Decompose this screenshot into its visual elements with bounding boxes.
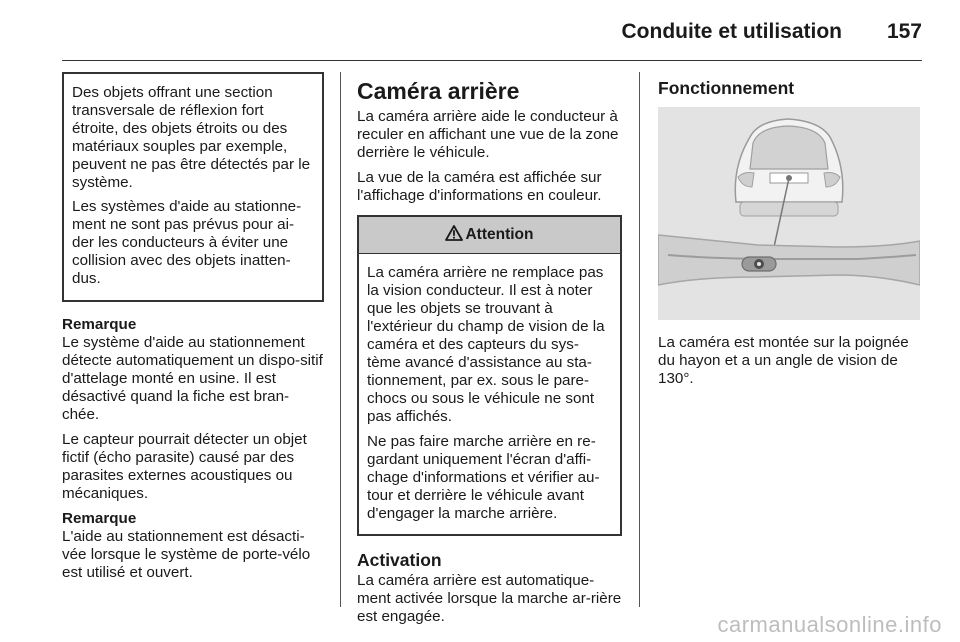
- subsection-title: Activation: [357, 550, 442, 570]
- page-header: [0, 0, 960, 62]
- remark-label: Remarque: [62, 316, 137, 333]
- caption-block: [658, 334, 923, 395]
- remark-text: Le système d'aide au stationnement détecte automatiquement un dispo-sitif d'attelage monté en usine. Il est désactivé quand la fiche est bran-chée.: [62, 334, 323, 423]
- note-paragraph: Les systèmes d'aide au stationne-ment ne sont pas prévus pour ai-der les conducteurs à éviter une collision avec des objets inatten-dus.: [72, 198, 302, 287]
- right-column: [658, 78, 923, 100]
- middle-column: [357, 66, 622, 633]
- warning-title: Attention: [465, 226, 534, 243]
- note-box: [62, 72, 324, 302]
- body-paragraph: Le capteur pourrait détecter un objet fictif (écho parasite) causé par des parasites externes acoustiques ou mécaniques.: [62, 431, 307, 502]
- warning-header: [359, 217, 620, 254]
- warning-triangle-icon: [445, 225, 463, 246]
- subsection-title: Fonctionnement: [658, 78, 795, 98]
- page-number: 157: [886, 20, 922, 43]
- figure-caption: La caméra est montée sur la poignée du hayon et a un angle de vision de 130°.: [658, 334, 909, 387]
- chapter-title: Conduite et utilisation: [621, 20, 842, 43]
- body-paragraph: La caméra arrière aide le conducteur à reculer en affichant une vue de la zone derrière le véhicule.: [357, 108, 619, 161]
- column-divider: [639, 72, 640, 607]
- warning-paragraph: Ne pas faire marche arrière en re-gardant uniquement l'écran d'affi-chage d'informations et vérifier au-tour et derrière le véhicule avant d'engager la marche arrière.: [367, 433, 600, 522]
- note-paragraph: Des objets offrant une section transversale de réflexion fort étroite, des objets étroits ou des matériaux souples par exemple, peuvent ne pas être détectés par le système.: [72, 84, 311, 191]
- warning-paragraph: La caméra arrière ne remplace pas la vision conducteur. Il est à noter que les objets se trouvant à l'extérieur du champ de vision de la caméra et des capteurs du sys-tème avancé d'assistance au sta-tionnement, par ex. sous le pare-chocs ou sous le véhicule ne sont pas affichés.: [367, 264, 605, 425]
- body-paragraph: La vue de la caméra est affichée sur l'affichage d'informations en couleur.: [357, 169, 602, 204]
- remark-text: L'aide au stationnement est désacti-vée lorsque le système de porte-vélo est utilisé et ouvert.: [62, 528, 311, 581]
- section-title: Caméra arrière: [357, 78, 520, 104]
- remark-label: Remarque: [62, 510, 137, 527]
- column-divider: [340, 72, 341, 607]
- watermark: carmanualsonline.info: [717, 612, 942, 637]
- left-column: [62, 72, 324, 589]
- warning-body: [359, 254, 620, 534]
- rear-camera-illustration: [658, 107, 920, 320]
- header-rule: [62, 60, 922, 61]
- warning-box: [357, 215, 622, 536]
- body-paragraph: La caméra arrière est automatique-ment activée lorsque la marche ar-rière est engagée.: [357, 572, 622, 625]
